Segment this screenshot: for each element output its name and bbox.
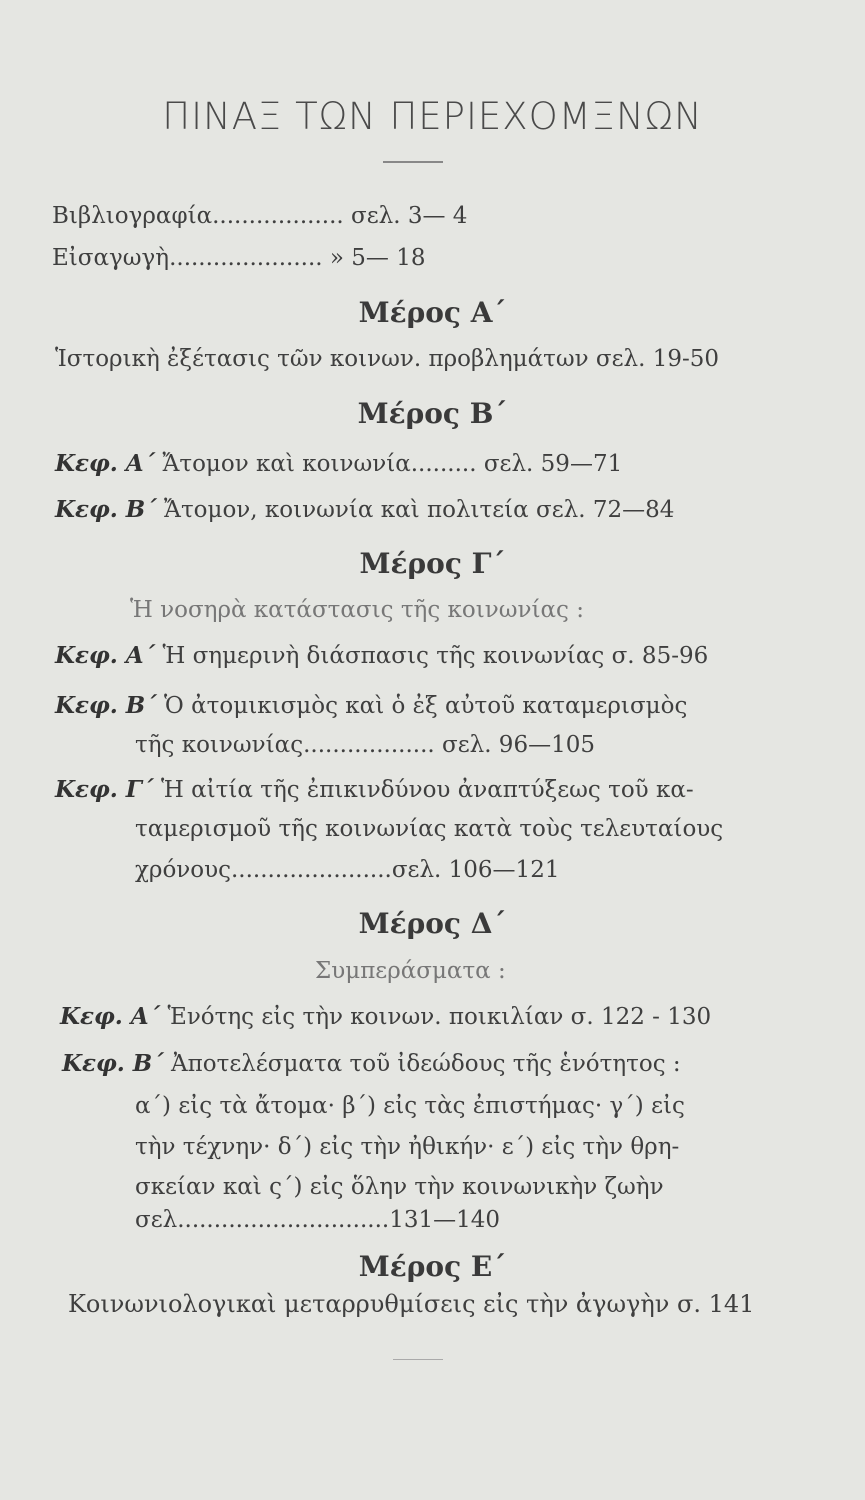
toc-entry-continuation: σελ.............................131—140 (135, 1207, 501, 1233)
toc-title: ΠΙΝΑΞ ΤΩΝ ΠΕΡΙΕΧΟΜΞΝΩΝ (162, 95, 703, 138)
bottom-rule (393, 1359, 443, 1360)
chapter-text: Ἡ αἰτία τῆς ἐπικινδύνου ἀναπτύξεως τοῦ κα- (153, 777, 694, 803)
part-subtitle: Ἡ νοσηρὰ κατάστασις τῆς κοινωνίας : (130, 597, 584, 623)
toc-entry (60, 1003, 711, 1030)
toc-entry (55, 450, 622, 477)
toc-entry (55, 642, 708, 669)
toc-entry-continuation: σκείαν καὶ ς΄) εἰς ὅλην τὴν κοινωνικὴν ζωὴν (135, 1174, 664, 1200)
toc-entry: Κοινωνιολογικαὶ μεταρρυθμίσεις εἰς τὴν ἀγωγὴν σ. 141 (68, 1290, 755, 1318)
title-rule (383, 161, 443, 163)
part-heading: Μέρος Ε΄ (358, 1250, 507, 1283)
chapter-label: Κεφ. Α΄ (55, 642, 156, 669)
chapter-text: Ἀποτελέσματα τοῦ ἰδεώδους τῆς ἑνότητος : (163, 1051, 681, 1077)
toc-entry: Ἱστορικὴ ἐξέτασις τῶν κοινων. προβλημάτων σελ. 19-50 (55, 346, 720, 372)
part-heading: Μέρος Α΄ (358, 296, 507, 329)
chapter-label: Κεφ. Β΄ (55, 496, 157, 523)
chapter-text: Ἄτομον καὶ κοινωνία......... σελ. 59—71 (155, 451, 623, 477)
toc-entry-continuation: τὴν τέχνην· δ΄) εἰς τὴν ἠθικήν· ε΄) εἰς τὴν θρη- (135, 1134, 680, 1160)
toc-entry (55, 496, 674, 523)
chapter-label: Κεφ. Α΄ (60, 1003, 161, 1030)
chapter-label: Κεφ. Α΄ (55, 450, 156, 477)
part-heading: Μέρος Β΄ (357, 397, 508, 430)
toc-entry (55, 776, 694, 803)
toc-entry-continuation: χρόνους......................σελ. 106—121 (135, 857, 560, 883)
toc-entry: Βιβλιογραφία.................. σελ. 3— 4 (52, 203, 468, 229)
part-subtitle: Συμπεράσματα : (315, 958, 506, 984)
chapter-text: Ἄτομον, κοινωνία καὶ πολιτεία σελ. 72—84 (156, 497, 675, 523)
toc-entry-continuation: ταμερισμοῦ τῆς κοινωνίας κατὰ τοὺς τελευταίους (135, 816, 724, 842)
part-heading: Μέρος Δ΄ (358, 907, 507, 940)
toc-entry (55, 692, 687, 719)
chapter-label: Κεφ. Γ΄ (55, 776, 154, 803)
chapter-text: Ἑνότης εἰς τὴν κοινων. ποικιλίαν σ. 122 - 130 (160, 1004, 712, 1030)
toc-entry (62, 1050, 681, 1077)
toc-entry: Εἰσαγωγὴ..................... » 5— 18 (52, 245, 426, 271)
chapter-text: Ἡ σημερινὴ διάσπασις τῆς κοινωνίας σ. 85-96 (155, 643, 709, 669)
toc-entry-continuation: α΄) εἰς τὰ ἄτομα· β΄) εἰς τὰς ἐπιστήμας· γ΄) εἰς (135, 1093, 685, 1119)
chapter-label: Κεφ. Β΄ (55, 692, 157, 719)
chapter-label: Κεφ. Β΄ (62, 1050, 164, 1077)
part-heading: Μέρος Γ΄ (359, 547, 506, 580)
toc-entry-continuation: τῆς κοινωνίας.................. σελ. 96—105 (135, 732, 595, 758)
chapter-text: Ὁ ἀτομικισμὸς καὶ ὁ ἐξ αὐτοῦ καταμερισμὸς (156, 693, 688, 719)
